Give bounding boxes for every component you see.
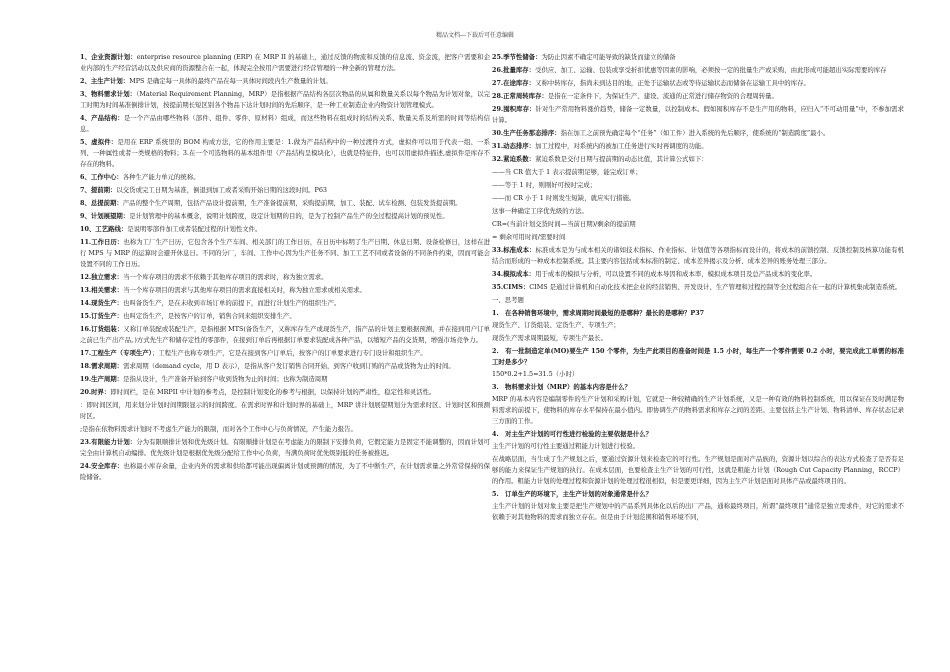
definition-paragraph bbox=[80, 272, 490, 283]
definition-paragraph bbox=[492, 333, 904, 344]
definition-paragraph bbox=[492, 282, 904, 293]
definition-paragraph bbox=[492, 394, 904, 427]
term-label: 24.安全库存： bbox=[80, 462, 124, 470]
term-label: 34.模拟成本： bbox=[492, 270, 536, 278]
definition-paragraph bbox=[80, 237, 490, 270]
term-text: 当一个库存项目的需求与其他库存项目的需求直接相关时，称为独立需求或相关需求。 bbox=[123, 286, 366, 294]
term-label: 5. 订单生产的环境下，主生产计划的对象通常是什么？ bbox=[492, 490, 653, 498]
term-label: 16.订货组装： bbox=[80, 325, 124, 333]
definition-paragraph bbox=[492, 454, 904, 487]
term-text: 各种生产能力单元的统称。 bbox=[122, 173, 200, 181]
term-text: enterprise resource planning (ERP) 在 MRP II 的基础上，通过反馈的物流和反馈的信息流、资金流，把客户需要和企业内部的生产经营活动以及供应商的资源整合在一起，体现完全按用户需要进行经营管理的一种全新的管理方法。 bbox=[80, 53, 490, 72]
term-label: 3. 物料需求计划（MRP）的基本内容是什么？ bbox=[492, 383, 631, 391]
question-heading bbox=[492, 429, 904, 440]
term-text: 主生产计划的可行性主要通过粗能力计划进行校验。 bbox=[492, 442, 639, 450]
question-heading bbox=[492, 346, 904, 368]
term-label: 1. 在各种销售环境中，需求周期时间最短的是哪种？最长的是哪种？P37 bbox=[492, 309, 705, 317]
definition-paragraph bbox=[80, 374, 490, 385]
term-label: 29.囤积库存： bbox=[492, 105, 536, 113]
definition-paragraph bbox=[80, 172, 490, 183]
definition-paragraph bbox=[492, 269, 904, 280]
term-text: 加工过程中，对系统内的被加工任务进行实时再调度的功能。 bbox=[535, 142, 708, 150]
definition-paragraph bbox=[80, 198, 490, 209]
term-label: 30.生产任务那态排序： bbox=[492, 129, 561, 137]
definition-paragraph bbox=[80, 224, 490, 235]
definition-paragraph bbox=[492, 245, 904, 267]
term-label: 4. 对主生产计划的可行性进行检验的主要依据是什么？ bbox=[492, 430, 653, 438]
term-label: 5、虚拟件： bbox=[80, 138, 118, 146]
term-label: 3、物料需求计划： bbox=[80, 90, 137, 98]
term-label: 31.动态排序： bbox=[492, 142, 536, 150]
term-text: 产品的整个生产周期，包括产品设计提前期，生产准备提前期，采购提前期，加工、装配、试车检测、包装发货提前期。 bbox=[122, 199, 462, 207]
term-label: 26.批量库存： bbox=[492, 66, 536, 74]
term-text: 为防止因素不确定可能导致的缺货而建立的储备 bbox=[541, 53, 676, 61]
definition-paragraph bbox=[492, 65, 904, 76]
term-text: 在战略层面，当生成了生产规划之后，要通过资源计划来检查它的可行性。生产规划是面对产品族的，资源计划以综合的表达方式检查了是否有足够的能力来保证生产规划的执行。在成本层面，也要检查主生产计划的可行性，这就是粗能力计划（Rough Cut Capacity Planning，RCCP）的作用。粗能力计划的处理过程和资源计划的处理过程很相似，但是要更详细，因为主生产计划是面对具体产品或最终项目的。 bbox=[492, 455, 904, 485]
definition-paragraph bbox=[80, 400, 490, 422]
definition-paragraph bbox=[80, 324, 490, 346]
term-label: 13.相关需求： bbox=[80, 286, 124, 294]
term-label: 6、工作中心： bbox=[80, 173, 123, 181]
term-text: 也叫定货生产，是按客户的订单，销售合同来组织安排生产。 bbox=[123, 312, 296, 320]
question-heading bbox=[492, 308, 904, 319]
term-label: 11.工作日历： bbox=[80, 238, 124, 246]
term-label: 1、企业资源计划： bbox=[80, 53, 137, 61]
term-text: 主生产计划的计划对象主要是把生产规划中的产品系列具体化以后的出厂产品，通称最终项目，所谓“最终项目”通常是独立需求件，对它的需求不依赖于对其他物料的需求而独立存在。但是由于计划范围和销售环境不同， bbox=[492, 502, 904, 521]
term-text: 也叫备货生产，是在未收到市场订单的前提下，而进行计划生产的组织生产。 bbox=[123, 299, 341, 307]
definition-paragraph bbox=[80, 137, 490, 170]
term-text: 是指在一定条件下，为保证生产、建设、流通的正常进行储存物资的合理周转量。 bbox=[547, 92, 778, 100]
definition-paragraph bbox=[492, 128, 904, 139]
term-label: 23.有限能力计划： bbox=[80, 438, 137, 446]
term-label: 15.订货生产： bbox=[80, 312, 124, 320]
definition-paragraph bbox=[492, 320, 904, 331]
term-text: 是计划管理中的基本概念，说明计划跨度，设定计划期的目的，是为了控制产品生产的全过程提高计划的预见性。 bbox=[129, 212, 449, 220]
term-label: 8、总提前期： bbox=[80, 199, 123, 207]
definition-paragraph bbox=[80, 89, 490, 111]
term-text: 也称为工厂生产日历，它包含各个生产车间、相关部门的工作日历，在日历中标明了生产日期、休息日期、设备检修日，这样在进行 MPS 与 MRP 的运算时会避开休息日。不同的分厂，车间、工作中心因为生产任务不同、加工工艺不同或者设备的不同条件约束，因而可能会设置不同的工作日历。 bbox=[80, 238, 490, 268]
definition-paragraph bbox=[492, 180, 904, 191]
term-text: 现货生产需求周期最短，专项生产最长。 bbox=[492, 334, 608, 342]
term-text: ：即时间区间，用来划分计划时间期限显示的时间跨度。在需求时界和计划时界的基础上，MRP 讲计划展望期划分为需求时区、计划时区和预测时区。 bbox=[80, 401, 490, 420]
term-text: CIMS 是通过计算机和自动化技术把企业的经营销售、开发设计、生产管理和过程控制等全过程组合在一起的计算机集成制造系统。 bbox=[529, 283, 902, 291]
term-label: 33.标准成本： bbox=[492, 246, 536, 254]
term-text: ——等于 1 时，则刚好可按时完成； bbox=[492, 181, 596, 189]
term-label: 32.紧迫系数： bbox=[492, 155, 536, 163]
term-text: MRP 的基本内容是编制零件的生产计划和采购计划，它就是一种较精确的生产计划系统，又是一种有效的物料控制系统，用以保证在及时满足物料需求的前提下，使物料的库存水平保持在最小值内。即协调生产的物料需求和库存之间的差距。主要包括主生产计划、物料清单、库存状态记录三方面的工作。 bbox=[492, 395, 904, 425]
term-label: 27.在途库存： bbox=[492, 79, 536, 87]
term-label: 25.季节性储备： bbox=[492, 53, 542, 61]
term-text: 又称订单装配或装配生产，是指根据 MTS(备货生产，又称库存生产或现货生产，指产品的计划主要根据预测，并在接到用户订单之前已生产出产品。)方式先生产和储存定性的零部件，在接到订单后再根据订单要求装配成各种产品，以缩短产品的交货期，增强市场竞争力。 bbox=[80, 325, 490, 344]
term-text: 受供应、加工、运输、包装或享受折扣优惠等因素的影响，必须按一定的批量生产或采购，由此形成可能超出实际需要的库存 bbox=[535, 66, 887, 74]
definition-paragraph bbox=[492, 193, 904, 204]
definition-paragraph bbox=[492, 154, 904, 165]
term-text: ——当 CR 值大于 1 表示提前期足够，能完成订单； bbox=[492, 168, 642, 176]
definition-paragraph bbox=[492, 78, 904, 89]
definition-paragraph bbox=[80, 461, 490, 483]
term-label: 2. 有一批制造定单(MO)要生产 150 个零件，为生产此项目的准备时间是 1.5 小时，每生产一个零件需要 0.2 小时，要完成此工单需的标准工时是多少？ bbox=[492, 347, 904, 366]
term-text: ;是指在依物料需求计划时不考虑生产能力的限制，而对各个工作中心与负荷情况，产生能力报告。 bbox=[80, 425, 357, 433]
term-text: 以交货或完工日期为基准，倒退到加工或者采购开始日期的这段时间。P63 bbox=[116, 186, 327, 194]
definition-paragraph bbox=[80, 437, 490, 459]
definition-paragraph bbox=[80, 52, 490, 74]
definition-paragraph bbox=[492, 206, 904, 217]
term-text: 即时间栏，是在 MRPII 中计划的参考点，是控制计划变化的参考与根据，以保持计划的严肃性，稳定性和灵活性。 bbox=[110, 388, 436, 396]
term-text: 现货生产、订货组装、定货生产、专项生产； bbox=[492, 321, 620, 329]
term-text: 标准成本是为与成本相关的诸如技术指标、作业指标、计划值等各项指标而设计的，将成本的前馈控制、反馈控制及核算功能有机结合而形成的一种成本控制系统。其主要内容包括成本标准的制定、成本差异揭示及分析、成本差异的账务处理三部分。 bbox=[492, 246, 904, 265]
definition-paragraph bbox=[80, 424, 490, 435]
term-text: 这事一种确定工序优先级的方法。 bbox=[492, 207, 588, 215]
definition-paragraph bbox=[492, 141, 904, 152]
term-text: 也称最小库存余量，企业内外的需求和供给都可能出现偏离计划或预测的情况，为了不中断生产，在计划需求量之外常常保持的保险储备。 bbox=[80, 462, 490, 481]
term-text: CR=(当前计划交货时间—当前日期)/剩余的提前期 bbox=[492, 220, 636, 228]
definition-paragraph bbox=[492, 441, 904, 452]
term-text: 是说明零部件加工或者装配过程的计划性文件。 bbox=[127, 225, 262, 233]
definition-paragraph bbox=[492, 295, 904, 306]
term-label: 28.正常周转库存： bbox=[492, 92, 548, 100]
term-text: 紧迫系数是交付日期与提前期的动态比值，其计算公式如下： bbox=[535, 155, 708, 163]
definition-paragraph bbox=[492, 219, 904, 230]
term-text: 分为有限顺排计划和优先级计划。有限顺排计划是在考虑能力的限制下安排负荷，它假定能力是固定不能调整的，因而计划可完全由计算机自动编排。优先级计划是根据优先级分配给工作中心负荷，当满负荷时优先级别低的任务被推迟。 bbox=[80, 438, 490, 457]
term-label: 14.现货生产： bbox=[80, 299, 124, 307]
term-text: 针对生产常用物料涨价趋势，储备一定数量，以控制成本。假如囤积库存不是生产用的物料，应归入“不可动用量”中，不参加需求计算。 bbox=[492, 105, 904, 124]
term-text: ——而 CR 小于 1 时则发生短缺，就应实行措施。 bbox=[492, 194, 636, 202]
term-text: 是一个产品由哪些物料（部件、组件、零件、原材料）组成，而这些物料在组成时的结构关系、数量关系及所需的时间等结构信息。 bbox=[80, 114, 490, 133]
term-label: 7、提前期： bbox=[80, 186, 117, 194]
right-column bbox=[492, 52, 904, 525]
definition-paragraph bbox=[80, 361, 490, 372]
definition-paragraph bbox=[80, 348, 490, 359]
term-text: 又称中转库存，指尚未到达目的地，正处于运输状态或等待运输状态而储备在运输工具中的库存。 bbox=[535, 79, 810, 87]
term-label: 20.时界： bbox=[80, 388, 111, 396]
term-text: MPS 是确定每一具体的最终产品在每一具体时间段内生产数量的计划。 bbox=[129, 77, 332, 85]
definition-paragraph bbox=[492, 167, 904, 178]
term-label: 19.生产周期： bbox=[80, 375, 124, 383]
term-text: 需求周期（demand cycle，用 D 表示），是指从客户发订销售合同开始，到客户收到订购的产品或货物为止的时间。 bbox=[123, 362, 455, 370]
term-label: 4、产品结构： bbox=[80, 114, 124, 122]
definition-paragraph bbox=[492, 52, 904, 63]
question-heading bbox=[492, 382, 904, 393]
definition-paragraph bbox=[80, 298, 490, 309]
term-text: = 剩余可用时间/需要时间 bbox=[492, 233, 566, 241]
term-text: 是用在 ERP 系统里的 BOM 构成方法，它的作用主要是：1.做为产品结构中的一种过渡件方式，虚拟件可以用于代表一组、一系列、一种属性或者一类规格的物料；3.在一个可选物料的基本组件里（产品结构呈模块化），也就是特征件，也可以用虚拟件描述,虚拟件是库存不存在的物料。 bbox=[80, 138, 490, 168]
term-label: 9、计划展望期： bbox=[80, 212, 130, 220]
term-label: 35.CIMS： bbox=[492, 283, 530, 291]
definition-paragraph bbox=[80, 387, 490, 398]
definition-paragraph bbox=[492, 501, 904, 523]
definition-paragraph bbox=[492, 91, 904, 102]
term-label: 18.需求周期： bbox=[80, 362, 124, 370]
definition-paragraph bbox=[492, 104, 904, 126]
term-text: 指在加工之前预先确定每个“任务”（如工件）进入系统的先后顺序，使系统的“制造跨度”最小。 bbox=[560, 129, 830, 137]
left-column bbox=[80, 52, 490, 485]
term-text: （Material Requirement Planning，MRP）是指根据产品结构各层次物品的从属和数量关系以每个物品为计划对象，以完工时期为时间基准倒排计划，按提前期长短区别各个物品下达计划时间的先后顺序，是一种工业制造企业内物资计划管理模式。 bbox=[80, 90, 490, 109]
term-text: 当一个库存项目的需求不依赖于其他库存项目的需求时，称为独立需求。 bbox=[123, 273, 328, 281]
definition-paragraph bbox=[80, 311, 490, 322]
term-text: ；工程生产也称专项生产，它是在接到客户订单后，按客户的订单要求进行专门设计和组织生产。 bbox=[151, 349, 427, 357]
definition-paragraph bbox=[80, 113, 490, 135]
question-heading bbox=[492, 489, 904, 500]
term-label: 2、主生产计划： bbox=[80, 77, 130, 85]
page-header: 精品文档---下载后可任意编辑 bbox=[435, 32, 515, 39]
term-label: 12.独立需求： bbox=[80, 273, 124, 281]
term-label: 10、工艺路线： bbox=[80, 225, 128, 233]
term-text: 用于成本的模拟与分析，可以设置不同的成本导因和成本率，模拟成本项目及总产品成本的变化率。 bbox=[535, 270, 817, 278]
definition-paragraph bbox=[492, 232, 904, 243]
term-text: 是指从设计，生产准备开始到客户收到货物为止的时间；也称为制造周期 bbox=[123, 375, 328, 383]
definition-paragraph bbox=[80, 211, 490, 222]
term-label: 17.工程生产（专项生产） bbox=[80, 349, 152, 357]
definition-paragraph bbox=[80, 285, 490, 296]
definition-paragraph bbox=[492, 369, 904, 380]
definition-paragraph bbox=[80, 76, 490, 87]
term-text: 150*0.2+1.5=31.5（小时） bbox=[492, 370, 579, 378]
definition-paragraph bbox=[80, 185, 490, 196]
term-text: 一、思考题 bbox=[492, 296, 524, 304]
